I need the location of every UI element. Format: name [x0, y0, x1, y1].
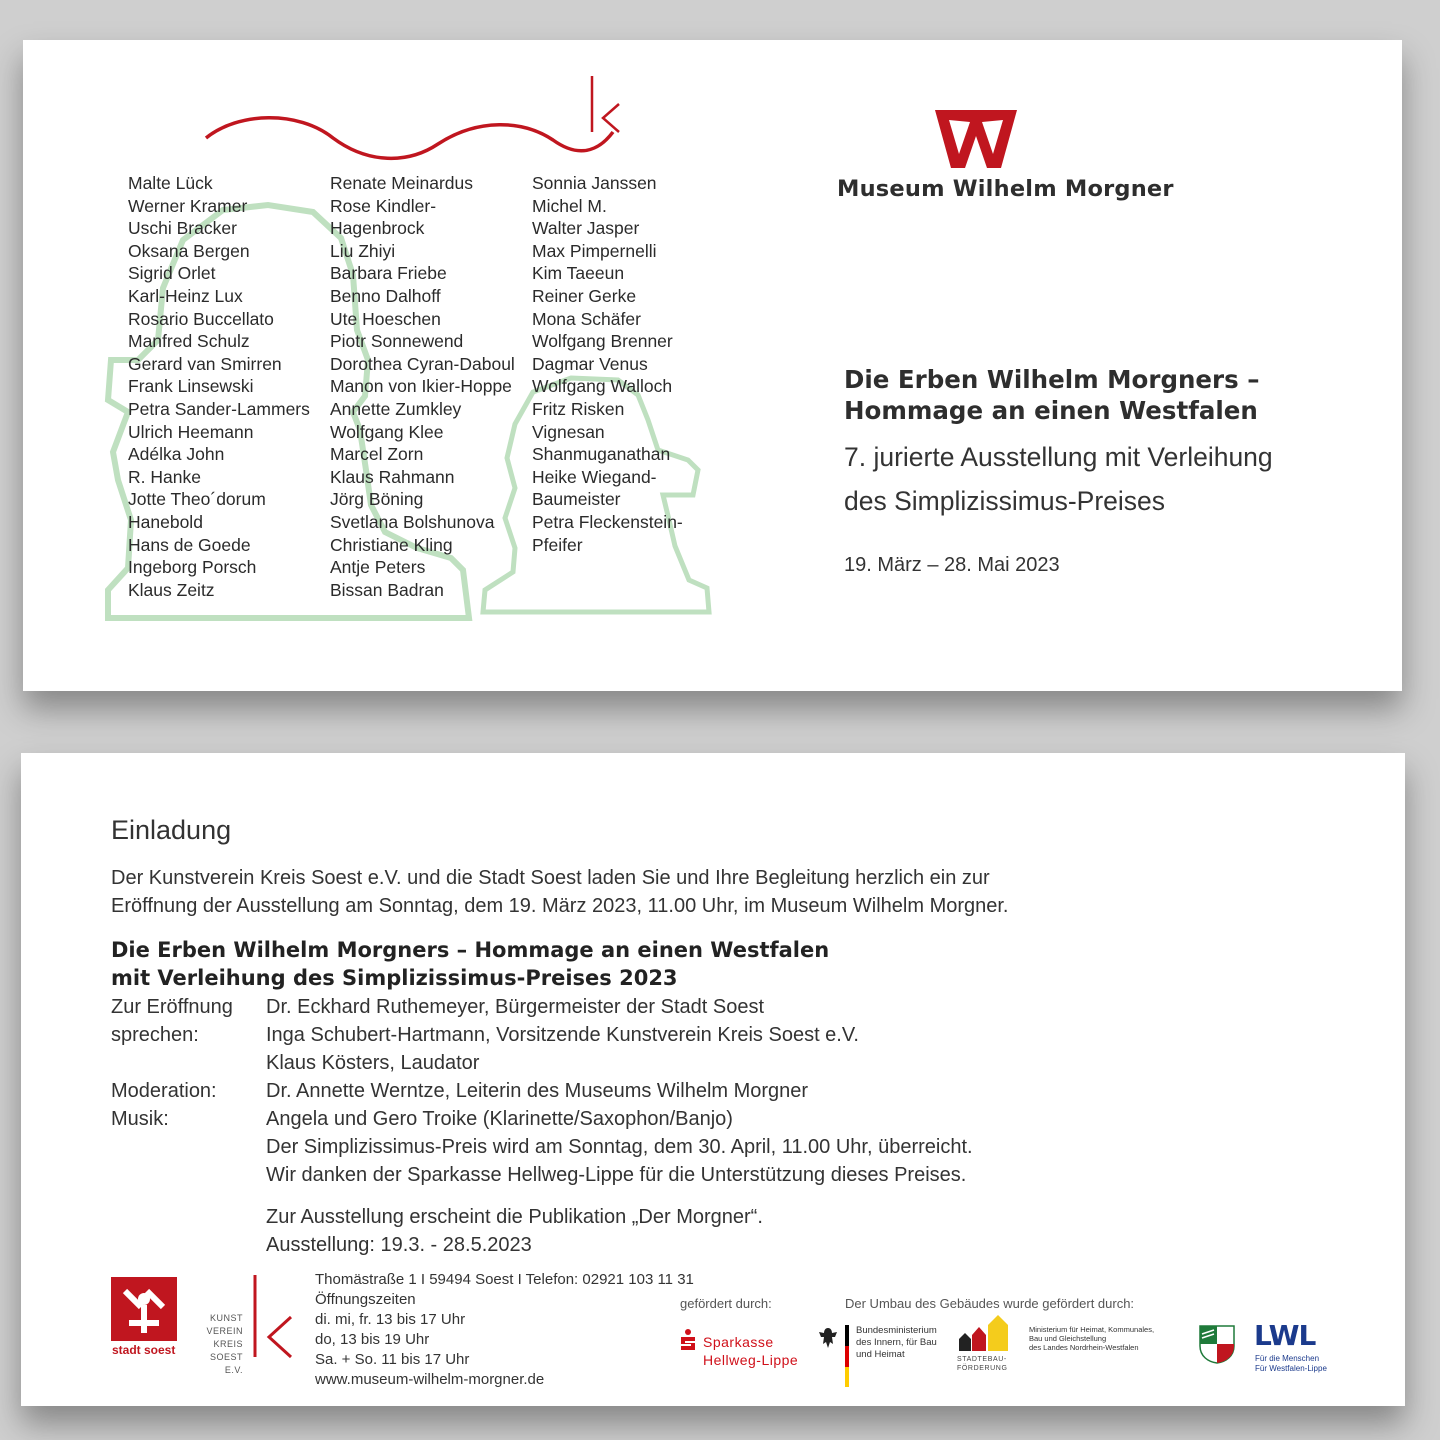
opening-hours-line: Sa. + So. 11 bis 17 Uhr: [315, 1351, 470, 1368]
artist-name: Petra Fleckenstein-: [532, 511, 683, 532]
invitation-front: [23, 40, 1402, 691]
speaker-laudator: Klaus Kösters, Laudator: [266, 1052, 480, 1074]
bmi-line: und Heimat: [856, 1349, 905, 1360]
artist-name: Rose Kindler-: [330, 195, 437, 216]
stadt-soest-label: stadt soest: [112, 1343, 176, 1357]
exhibition-period: Ausstellung: 19.3. - 28.5.2023: [266, 1234, 532, 1256]
museum-name: Museum Wilhelm Morgner: [837, 176, 1174, 202]
artist-name: Rosario Buccellato: [128, 308, 274, 329]
label-moderation: Moderation:: [111, 1080, 217, 1102]
opening-hours-line: do, 13 bis 19 Uhr: [315, 1331, 430, 1348]
artist-name: Petra Sander-Lammers: [128, 398, 310, 419]
subtitle-line: 7. jurierte Ausstellung mit Verleihung: [844, 442, 1273, 472]
lwl-logo: LWL: [1254, 1319, 1316, 1352]
k-mark: [592, 76, 619, 132]
lwl-tagline-line: Für die Menschen: [1255, 1354, 1320, 1363]
artist-name: Jörg Böning: [330, 489, 424, 510]
artist-name: Klaus Rahmann: [330, 466, 455, 487]
artist-name: Antje Peters: [330, 557, 426, 578]
funded-by-label: gefördert durch:: [680, 1296, 772, 1311]
speaker-mayor: Dr. Eckhard Ruthemeyer, Bürgermeister der Stadt Soest: [266, 996, 764, 1018]
artist-name: Dagmar Venus: [532, 353, 648, 374]
artist-name: Wolfgang Walloch: [532, 376, 673, 397]
artist-name: Fritz Risken: [532, 398, 625, 419]
opening-hours-line: di. mi, fr. 13 bis 17 Uhr: [315, 1311, 466, 1328]
artist-name: Walter Jasper: [532, 218, 640, 239]
federal-eagle-icon: [817, 1326, 839, 1350]
kunstverein-line: SOEST E.V.: [209, 1352, 243, 1375]
exhibition-title: [844, 364, 1260, 426]
artist-name: Adélka John: [128, 444, 225, 465]
artist-name: Klaus Zeitz: [128, 579, 215, 600]
artist-name: Uschi Bracker: [128, 218, 237, 239]
artist-name: Wolfgang Klee: [330, 421, 444, 442]
invitation-title: [111, 936, 829, 992]
stadtebau-line: STADTEBAU-: [957, 1356, 1007, 1363]
artist-name: Marcel Zorn: [330, 444, 424, 465]
artist-name: Bissan Badran: [330, 579, 444, 600]
artist-name: Shanmuganathan: [532, 444, 671, 465]
artist-name: Ulrich Heemann: [128, 421, 254, 442]
label-opening-speakers: sprechen:: [111, 1024, 199, 1046]
renovation-funded-label: Der Umbau des Gebäudes wurde gefördert durch:: [845, 1296, 1135, 1311]
artist-name: Karl-Heinz Lux: [128, 285, 243, 306]
kunstverein-k-logo-icon: [251, 1273, 297, 1359]
artist-name: Reiner Gerke: [532, 285, 637, 306]
artist-name: Pfeifer: [532, 534, 583, 555]
artist-name: Frank Linsewski: [128, 376, 254, 397]
kunstverein-line: KUNST: [209, 1313, 243, 1323]
artist-name: Manfred Schulz: [128, 331, 250, 352]
artist-name: Svetlana Bolshunova: [330, 511, 495, 532]
publication-note: Zur Ausstellung erscheint die Publikation „Der Morgner“.: [266, 1206, 763, 1228]
lwl-tagline-line: Für Westfalen-Lippe: [1255, 1363, 1327, 1373]
artist-list-column-1: [128, 172, 310, 601]
artist-name: Gerard van Smirren: [128, 353, 282, 374]
nrw-line: Bau und Gleichstellung: [1029, 1334, 1107, 1343]
artist-name: Hagenbrock: [330, 218, 425, 239]
sparkasse-label: [703, 1333, 798, 1369]
opening-hours-label: Öffnungszeiten: [315, 1291, 416, 1308]
label-opening: Zur Eröffnung: [111, 996, 233, 1018]
artist-name: Michel M.: [532, 195, 607, 216]
museum-contact: [315, 1270, 694, 1390]
title-line: Die Erben Wilhelm Morgners –: [844, 365, 1260, 394]
kunstverein-line: VEREIN: [206, 1326, 243, 1336]
invitation-intro: [111, 864, 1009, 920]
artist-name: Christiane Kling: [330, 534, 453, 555]
intro-line: Eröffnung der Ausstellung am Sonntag, dem 19. März 2023, 11.00 Uhr, im Museum Wilhelm Morgner.: [111, 895, 1009, 917]
stadt-soest-crest-icon: [111, 1277, 177, 1349]
label-music: Musik:: [111, 1108, 169, 1130]
invitation-heading: Einladung: [111, 815, 232, 845]
sparkasse-line: Sparkasse: [703, 1334, 774, 1350]
museum-logo-icon: [933, 108, 1019, 170]
artist-name: Piotr Sonnewend: [330, 331, 464, 352]
artist-name: Hans de Goede: [128, 534, 251, 555]
artist-name: Manon von Ikier-Hoppe: [330, 376, 512, 397]
title-line: Hommage an einen Westfalen: [844, 396, 1258, 425]
artist-name: Ingeborg Porsch: [128, 557, 257, 578]
speaker-chair: Inga Schubert-Hartmann, Vorsitzende Kunstverein Kreis Soest e.V.: [266, 1024, 859, 1046]
artist-name: Kim Taeeun: [532, 263, 625, 284]
prize-note: Der Simplizissimus-Preis wird am Sonntag, dem 30. April, 11.00 Uhr, überreicht.: [266, 1136, 973, 1158]
artist-name: Vignesan: [532, 421, 605, 442]
artist-name: Heike Wiegand-: [532, 466, 657, 487]
artist-name: Baumeister: [532, 489, 621, 510]
bmi-label: [856, 1325, 937, 1361]
nrw-line: Ministerium für Heimat, Kommunales,: [1029, 1325, 1155, 1334]
exhibition-subtitle: [844, 435, 1273, 523]
artist-name: Max Pimpernelli: [532, 240, 657, 261]
german-flag-stripe-icon: [845, 1325, 849, 1387]
nrw-line: des Landes Nordrhein-Westfalen: [1029, 1343, 1139, 1352]
artist-name: Wolfgang Brenner: [532, 331, 673, 352]
artist-name: Sigrid Orlet: [128, 263, 216, 284]
artist-name: R. Hanke: [128, 466, 201, 487]
title-line: mit Verleihung des Simplizissimus-Preises 2023: [111, 966, 678, 990]
thanks-note: Wir danken der Sparkasse Hellweg-Lippe für die Unterstützung dieses Preises.: [266, 1164, 967, 1186]
nrw-crest-icon: [1198, 1324, 1236, 1364]
artist-name: Renate Meinardus: [330, 173, 473, 193]
bmi-line: des Innern, für Bau: [856, 1337, 937, 1348]
artist-name: Ute Hoeschen: [330, 308, 441, 329]
artist-name: Mona Schäfer: [532, 308, 641, 329]
music-value: Angela und Gero Troike (Klarinette/Saxophon/Banjo): [266, 1108, 733, 1130]
staedtebaufoerderung-label: [957, 1355, 1008, 1373]
title-line: Die Erben Wilhelm Morgners – Hommage an einen Westfalen: [111, 938, 830, 962]
sparkasse-line: Hellweg-Lippe: [703, 1352, 799, 1368]
staedtebaufoerderung-houses-icon: [957, 1313, 1013, 1353]
address-line: Thomästraße 1 I 59494 Soest I Telefon: 02921 103 11 31: [315, 1271, 694, 1288]
kunstverein-line: KREIS: [213, 1339, 243, 1349]
invitation-back: [21, 753, 1405, 1406]
exhibition-dates: 19. März – 28. Mai 2023: [844, 554, 1060, 576]
artist-name: Werner Kramer: [128, 195, 248, 216]
artist-name: Jotte Theo´dorum: [128, 489, 266, 510]
lwl-tagline: [1255, 1354, 1327, 1373]
artist-name: Barbara Friebe: [330, 263, 447, 284]
intro-line: Der Kunstverein Kreis Soest e.V. und die Stadt Soest laden Sie und Ihre Begleitung herzlich ein zur: [111, 867, 990, 889]
nrw-ministry-label: [1029, 1325, 1154, 1352]
artist-name: Dorothea Cyran-Daboul: [330, 353, 515, 374]
artist-name: Malte Lück: [128, 173, 213, 193]
stadtebau-line: FÖRDERUNG: [957, 1365, 1008, 1372]
kunstverein-label: [191, 1312, 243, 1377]
bmi-line: Bundesministerium: [856, 1325, 937, 1336]
artist-name: Benno Dalhoff: [330, 285, 441, 306]
artist-list-column-3: [532, 172, 683, 556]
red-wave-line: [206, 118, 613, 159]
sparkasse-icon: [679, 1328, 697, 1350]
artist-list-column-2: [330, 172, 515, 601]
artist-name: Oksana Bergen: [128, 240, 250, 261]
artist-name: Annette Zumkley: [330, 398, 462, 419]
artist-name: Hanebold: [128, 511, 203, 532]
artist-name: Sonnia Janssen: [532, 173, 657, 193]
subtitle-line: des Simplizissimus-Preises: [844, 486, 1166, 516]
artist-name: Liu Zhiyi: [330, 240, 396, 261]
moderation-value: Dr. Annette Werntze, Leiterin des Museums Wilhelm Morgner: [266, 1080, 809, 1102]
website-url: www.museum-wilhelm-morgner.de: [315, 1371, 545, 1388]
